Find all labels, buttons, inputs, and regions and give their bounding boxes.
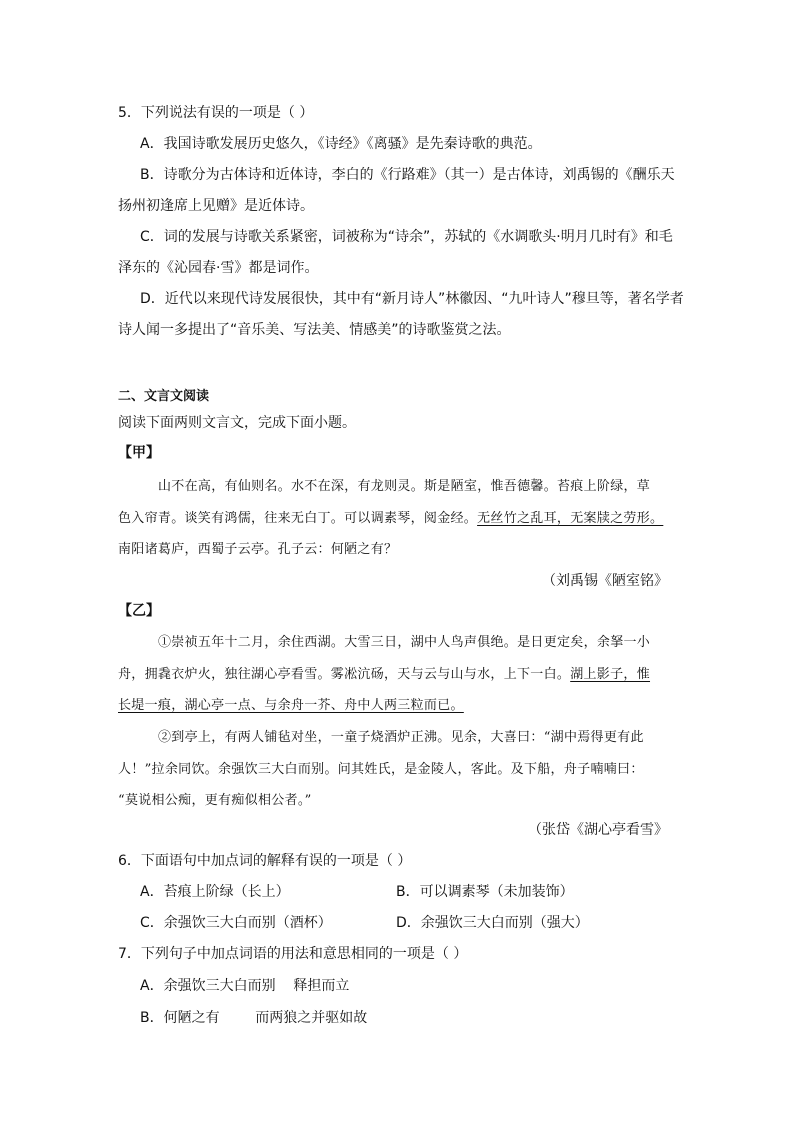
underlined-sentence: 无丝竹之乱耳，无案牍之劳形。 — [477, 511, 664, 526]
section-instruction: 阅读下面两则文言文，完成下面小题。 — [118, 415, 356, 431]
passage-yi-label: 【乙】 — [118, 603, 160, 619]
passage-yi-source: （张岱《湖心亭看雪》 — [528, 822, 668, 838]
question-6-option-c: C．余强饮三大白而别（酒杯） — [140, 915, 332, 931]
question-6-option-a: A．苔痕上阶绿（长上） — [140, 884, 290, 900]
passage-jia-line — [118, 509, 663, 529]
question-5-option-d-line1: D．近代以来现代诗发展很快，其中有“新月诗人”林徽因、“九叶诗人”穆旦等，著名学者 — [140, 291, 684, 307]
question-7-option-a: A．余强饮三大白而别 释担而立 — [140, 978, 350, 994]
question-5-option-d-line2: 诗人闻一多提出了“音乐美、写法美、情感美”的诗歌鉴赏之法。 — [118, 322, 511, 338]
passage-jia-line: 山不在高，有仙则名。水不在深，有龙则灵。斯是陋室，惟吾德馨。苔痕上阶绿，草 — [158, 479, 651, 494]
question-6-stem: 6．下面语句中加点词的解释有误的一项是（ ） — [118, 853, 412, 869]
question-5-option-b-line2: 扬州初逢席上见赠》是近体诗。 — [118, 198, 314, 214]
question-6-option-b: B．可以调素琴（未加装饰） — [396, 884, 574, 900]
passage-yi-line: ①崇祯五年十二月，余住西湖。大雪三日，湖中人鸟声俱绝。是日更定矣，余拏一小 — [158, 635, 651, 650]
question-5-option-b-line1: B．诗歌分为古体诗和近体诗，李白的《行路难》（其一）是古体诗，刘禹锡的《酬乐天 — [140, 167, 675, 183]
section-title: 二、文言文阅读 — [118, 389, 210, 404]
passage-jia-source: （刘禹锡《陋室铭》 — [542, 573, 668, 589]
question-5-option-a: A．我国诗歌发展历史悠久，《诗经》《离骚》是先秦诗歌的典范。 — [140, 136, 542, 152]
underlined-sentence: 湖上影子，惟 — [570, 667, 651, 682]
question-5-stem: 5．下列说法有误的一项是（ ） — [118, 105, 314, 121]
question-6-option-d: D．余强饮三大白而别（强大） — [396, 915, 589, 931]
question-7-stem: 7．下列句子中加点词语的用法和意思相同的一项是（ ） — [118, 946, 468, 962]
passage-yi-line — [118, 665, 650, 685]
question-5-option-c-line2: 泽东的《沁园春·雪》都是词作。 — [118, 260, 319, 276]
question-7-option-b: B．何陋之有 而两狼之并驱如故 — [140, 1010, 368, 1026]
passage-jia-line: 南阳诸葛庐，西蜀子云亭。孔子云：何陋之有？ — [118, 542, 398, 557]
passage-yi-line: “莫说相公痴，更有痴似相公者。” — [118, 793, 312, 808]
passage-yi-line: 人！”拉余同饮。余强饮三大白而别。问其姓氏，是金陵人，客此。及下船，舟子喃喃曰： — [118, 762, 644, 777]
question-5-option-c-line1: C．词的发展与诗歌关系紧密，词被称为“诗余”，苏轼的《水调歌头·明月几时有》和毛 — [140, 229, 673, 245]
underlined-sentence: 长堤一痕，湖心亭一点、与余舟一芥、舟中人两三粒而已。 — [118, 698, 464, 713]
passage-yi-text: 舟，拥毳衣炉火，独往湖心亭看雪。雾凇沆砀，天与云与山与水，上下一白。 — [118, 667, 571, 682]
passage-jia-label: 【甲】 — [118, 445, 160, 461]
passage-jia-text: 色入帘青。谈笑有鸿儒，往来无白丁。可以调素琴，阅金经。 — [118, 511, 478, 526]
passage-yi-line: ②到亭上，有两人铺毡对坐，一童子烧酒炉正沸。见余，大喜曰：“湖中焉得更有此 — [158, 730, 644, 745]
